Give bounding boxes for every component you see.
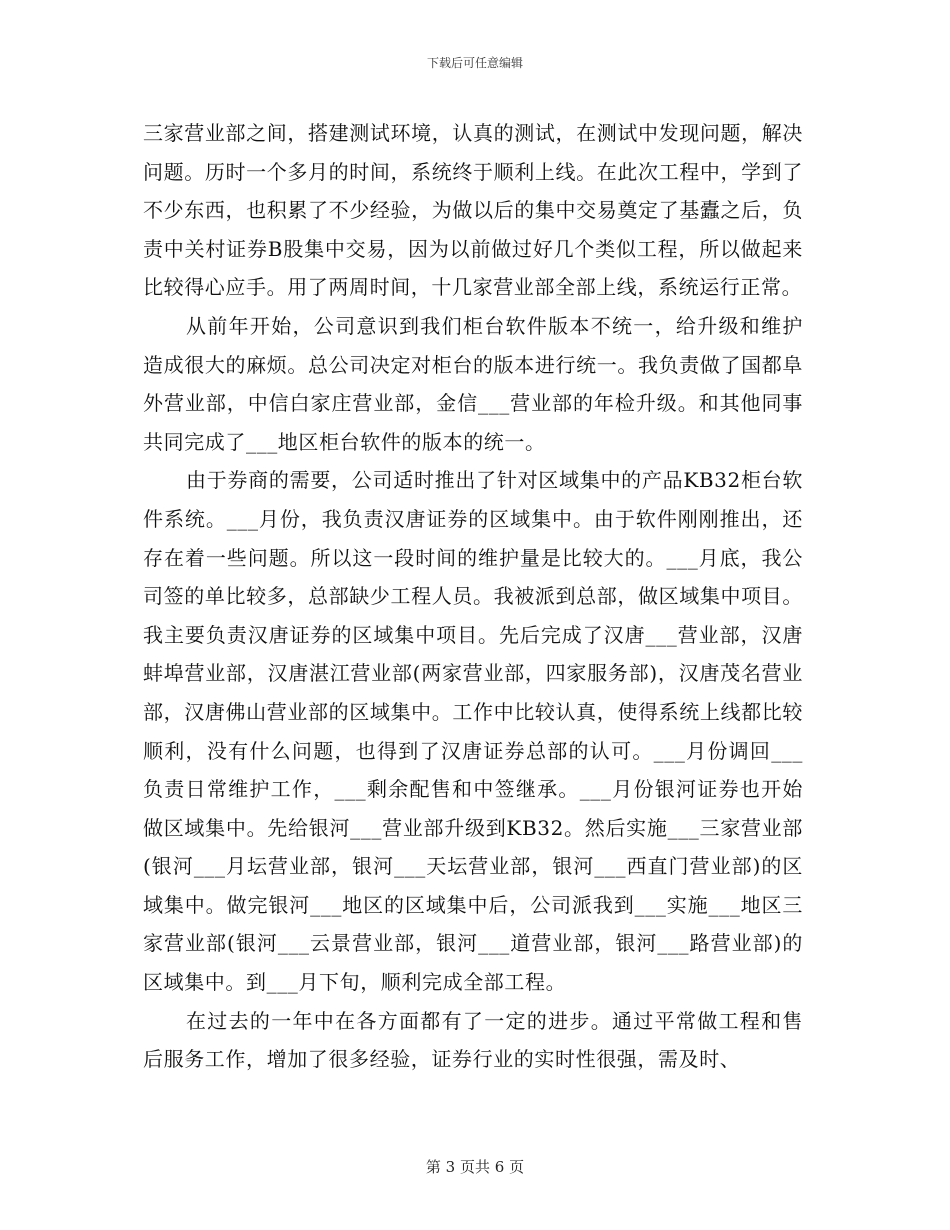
paragraph-2: 从前年开始，公司意识到我们柜台软件版本不统一，给升级和维护造成很大的麻烦。总公司决定对柜台的版本进行统一。我负责做了国都阜外营业部，中信白家庄营业部，金信___营业部的年检升级。和其他同事共同完成了___地区柜台软件的版本的统一。	[143, 313, 803, 454]
paragraph-3: 由于券商的需要，公司适时推出了针对区域集中的产品KB32柜台软件系统。___月份，我负责汉唐证券的区域集中。由于软件刚刚推出，还存在着一些问题。所以这一段时间的维护量是比较大的。___月底，我公司签的单比较多，总部缺少工程人员。我被派到总部，做区域集中项目。我主要负责汉唐证券的区域集中项目。先后完成了汉唐___营业部，汉唐蚌埠营业部，汉唐湛江营业部(两家营业部，四家服务部)，汉唐茂名营业部，汉唐佛山营业部的区域集中。工作中比较认真，使得系统上线都比较顺利，没有什么问题，也得到了汉唐证券总部的认可。___月份调回___负责日常维护工作，___剩余配售和中签继承。___月份银河证券也开始做区域集中。先给银河___营业部升级到KB32。然后实施___三家营业部(银河___月坛营业部，银河___天坛营业部，银河___西直门营业部)的区域集中。做完银河___地区的区域集中后，公司派我到___实施___地区三家营业部(银河___云景营业部，银河___道营业部，银河___路营业部)的区域集中。到___月下旬，顺利完成全部工程。	[143, 468, 803, 995]
paragraph-4: 在过去的一年中在各方面都有了一定的进步。通过平常做工程和售后服务工作，增加了很多经验，证券行业的实时性很强，需及时、	[143, 1008, 803, 1072]
document-body	[143, 114, 803, 1079]
page-footer: 第 3 页共 6 页	[425, 1158, 525, 1176]
paragraph-1: 三家营业部之间，搭建测试环境，认真的测试，在测试中发现问题，解决问题。历时一个多月的时间，系统终于顺利上线。在此次工程中，学到了不少东西，也积累了不少经验，为做以后的集中交易奠定了基蠹之后，负责中关村证券B股集中交易，因为以前做过好几个类似工程，所以做起来比较得心应手。用了两周时间，十几家营业部全部上线，系统运行正常。	[143, 121, 803, 300]
page-header: 下载后可任意编辑	[426, 56, 523, 70]
